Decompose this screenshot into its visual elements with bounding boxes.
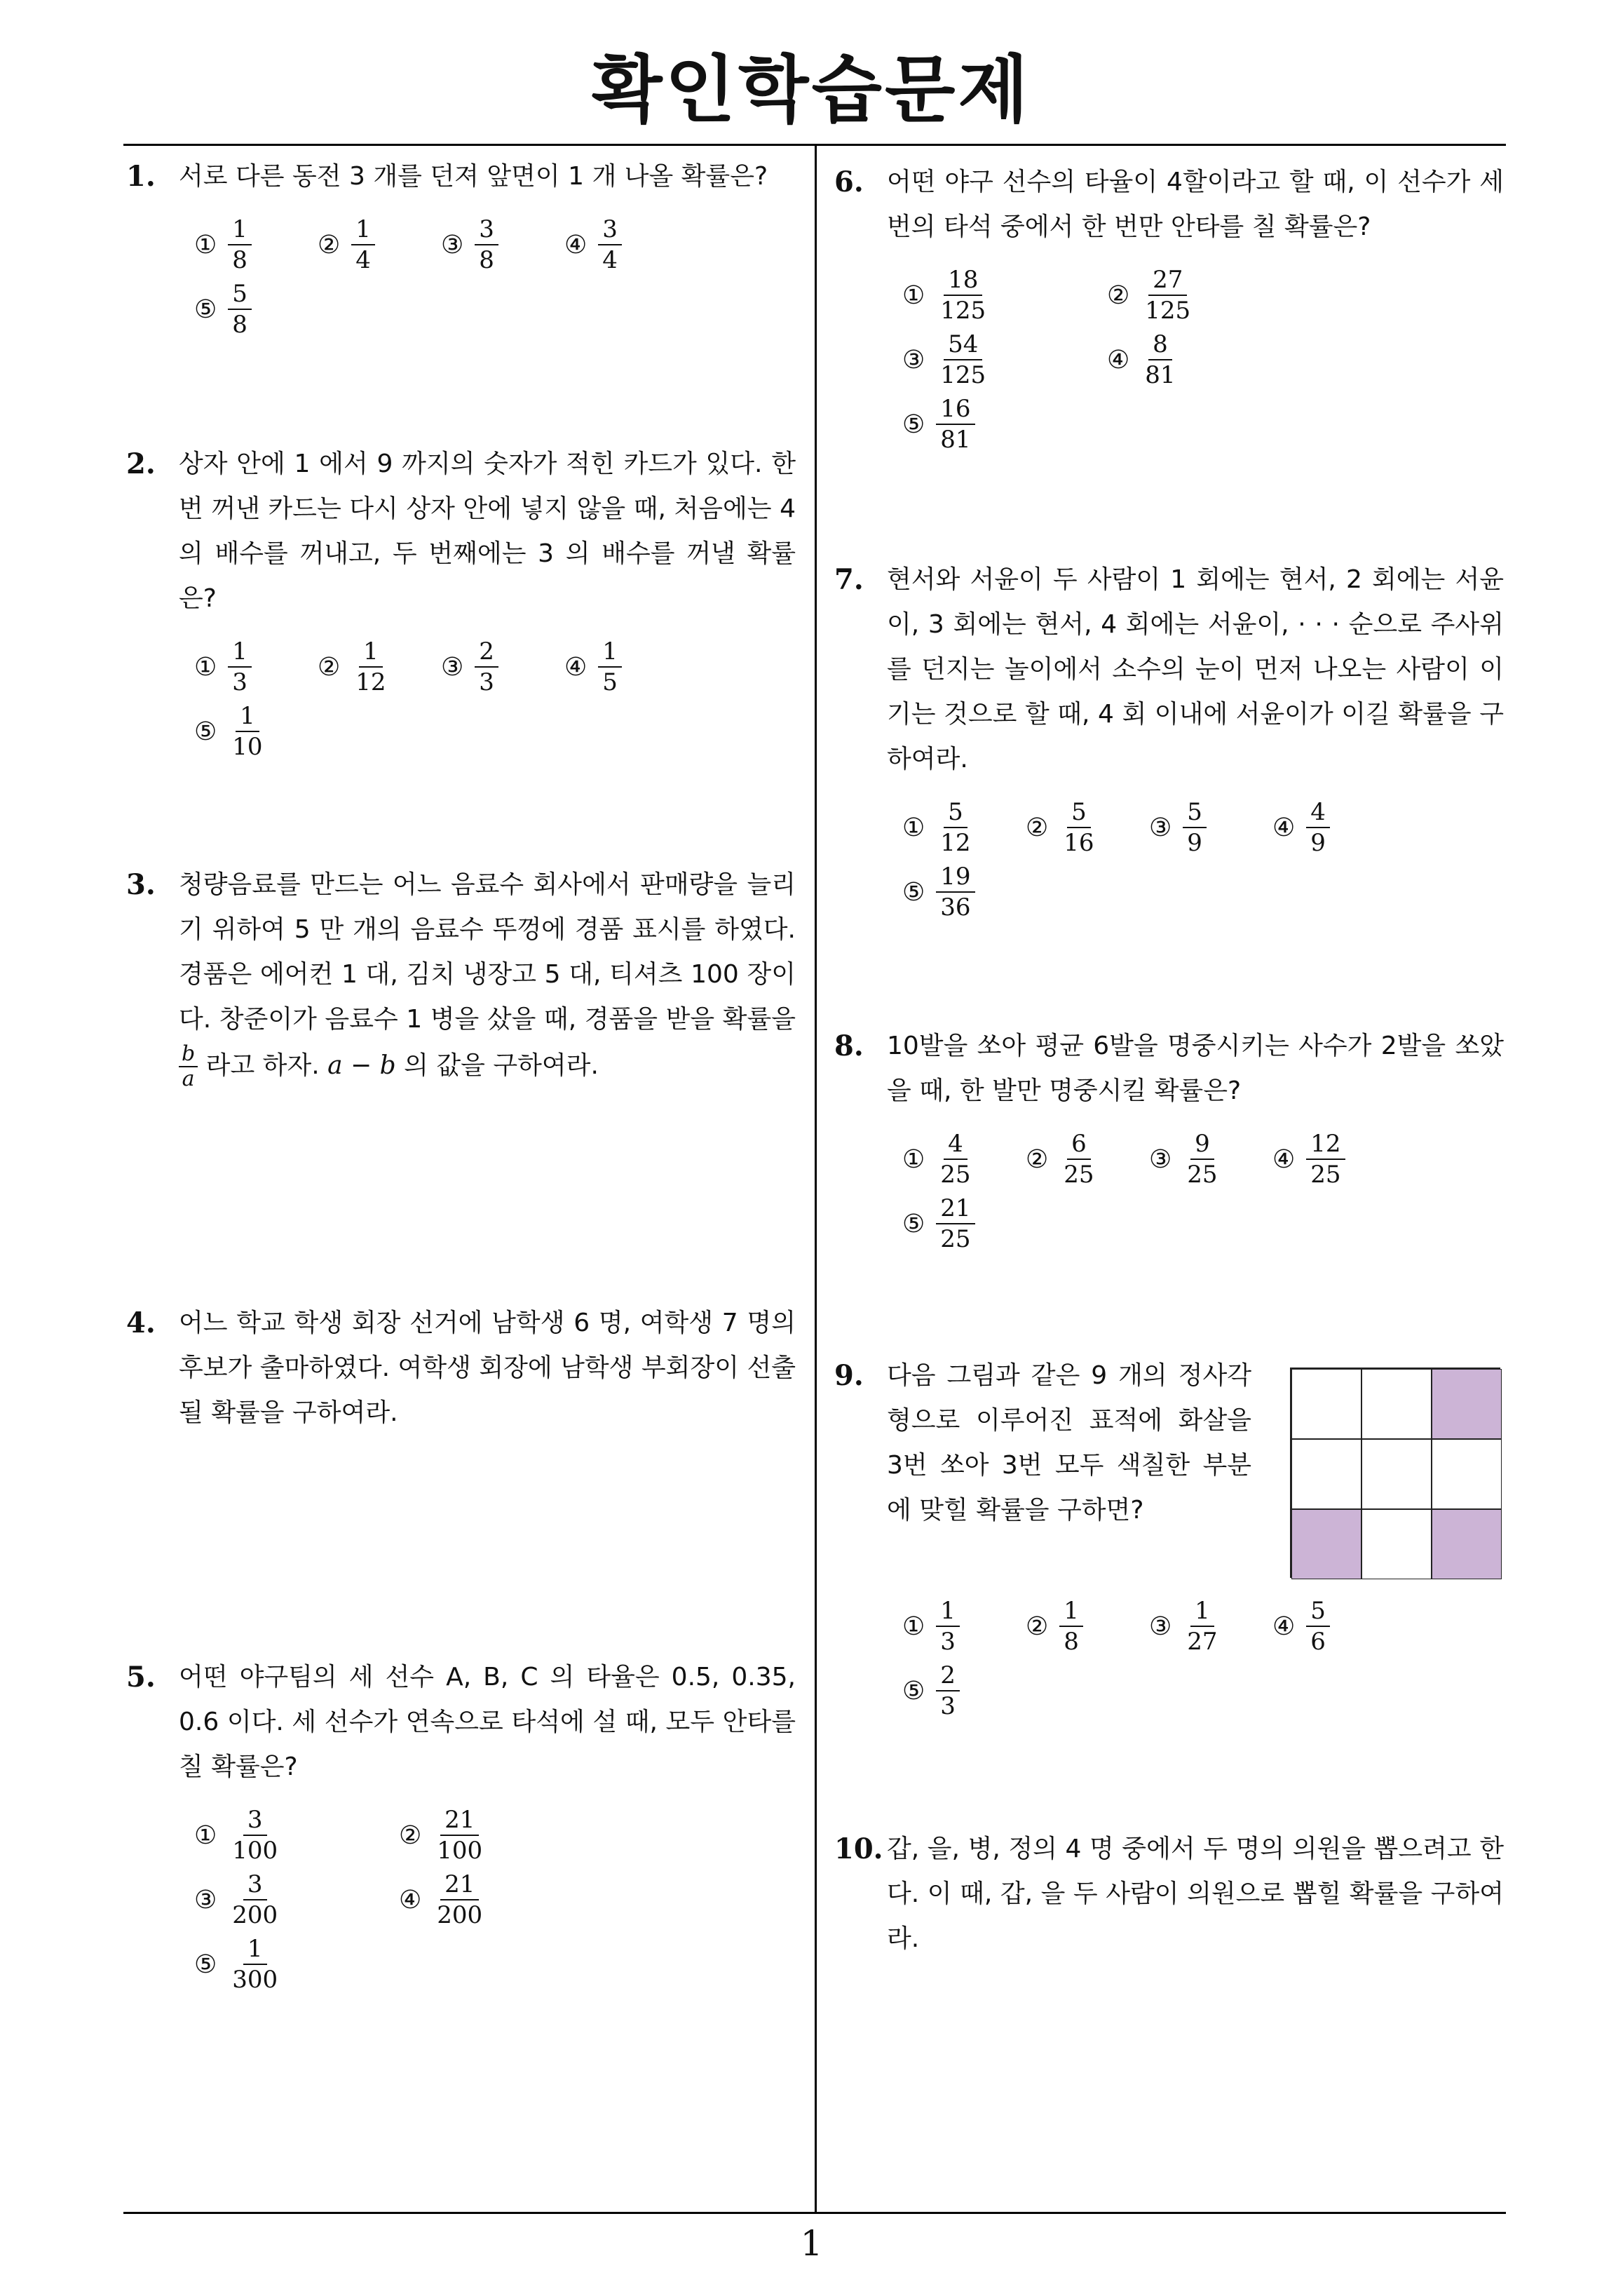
choice-list [902,265,1504,454]
problem-text: 상자 안에 1 에서 9 까지의 숫자가 적힌 카드가 있다. 한 번 꺼낸 카드는 다시 상자 안에 넣지 않을 때, 처음에는 4 의 배수를 꺼내고, 두 번째에는 3 의 배수를 꺼낼 확률은? [179,450,796,613]
page-title: 확인학습문제 [592,47,1031,133]
fraction-denominator: 25 [940,1161,971,1189]
choice-marker: ① [194,1821,217,1850]
problem-number: 7. [834,563,864,596]
choice-fraction [598,215,622,275]
fraction-numerator: 54 [944,330,982,360]
fraction-numerator: 8 [1148,330,1172,360]
fraction-denominator: 6 [1310,1628,1326,1656]
choice-option [902,1661,1026,1721]
fraction-denominator: 100 [437,1837,483,1865]
choice-fraction [1141,330,1179,390]
blank-square [1361,1369,1432,1439]
choice-fraction [936,330,990,390]
fraction-denominator: 12 [355,668,386,696]
fraction-numerator: 1 [236,701,259,732]
choice-fraction [936,1661,960,1721]
problem-number: 2. [126,447,156,480]
choice-option [318,215,441,275]
choice-marker: ① [902,1612,925,1641]
fraction-denominator: 25 [1310,1161,1341,1189]
choice-marker: ② [1026,1612,1049,1641]
choice-marker: ⑤ [902,410,925,439]
problem-number: 8. [834,1029,864,1062]
fraction-numerator: 1 [351,215,375,245]
fraction-denominator: 8 [232,311,247,339]
choice-option [902,797,1026,858]
fraction-denominator: a [182,1067,195,1091]
choice-marker: ④ [1107,345,1130,374]
choice-marker: ④ [1272,1612,1296,1641]
fraction-denominator: 3 [940,1692,956,1720]
choice-option [194,215,318,275]
choice-marker: ④ [564,652,588,682]
fraction-numerator: 12 [1306,1129,1345,1160]
choice-fraction [1183,1129,1221,1189]
choice-fraction [1141,265,1195,325]
choice-option [318,637,441,697]
column-divider [815,146,817,2212]
choice-fraction [351,215,375,275]
choice-marker: ② [318,652,341,682]
choice-marker: ③ [441,652,464,682]
choice-marker: ③ [1149,1144,1172,1174]
choice-option [1149,1129,1272,1189]
choice-marker: ② [1107,281,1130,310]
math-expression: a − b [327,1051,396,1080]
fraction-denominator: 3 [940,1628,956,1656]
target-grid [1290,1368,1500,1578]
fraction-numerator: 27 [1148,265,1187,296]
choice-option [1107,265,1312,325]
page-number: 1 [800,2223,823,2264]
problem-6 [834,160,1504,454]
problem-number: 5. [126,1661,156,1694]
choice-marker: ③ [194,1885,217,1915]
fraction-numerator: b [179,1042,198,1067]
shaded-square [1432,1369,1502,1439]
choice-fraction [936,797,975,858]
fraction-numerator: 5 [1067,797,1091,828]
fraction-numerator: 21 [440,1805,479,1836]
choice-option [1272,1596,1396,1656]
choice-marker: ① [902,281,925,310]
choice-option [194,637,318,697]
problem-text-part: 라고 하자. [205,1051,320,1080]
choice-option [194,1805,399,1865]
choice-option [194,1870,399,1930]
fraction-denominator: 25 [1064,1161,1094,1189]
fraction-denominator: 25 [940,1225,971,1253]
fraction-denominator: 36 [940,893,971,921]
choice-option [194,279,318,339]
choice-marker: ⑤ [194,1950,217,1979]
problem-text: 어떤 야구 선수의 타율이 4할이라고 할 때, 이 선수가 세 번의 타석 중에서 한 번만 안타를 칠 확률은? [887,168,1504,241]
choice-fraction [475,215,498,275]
problem-text-part: 의 값을 구하여라. [404,1051,599,1080]
choice-marker: ⑤ [902,1676,925,1706]
choice-marker: ① [194,652,217,682]
problem-7 [834,558,1504,922]
choice-fraction [228,1870,282,1930]
fraction-denominator: 200 [437,1901,483,1929]
choice-marker: ② [318,230,341,259]
fraction-numerator: 3 [243,1805,267,1836]
choice-marker: ① [194,230,217,259]
shaded-square [1432,1509,1502,1579]
fraction-numerator: 1 [1190,1596,1214,1627]
choice-option [1026,797,1149,858]
choice-option [1107,330,1312,390]
choice-fraction [1183,1596,1221,1656]
fraction-numerator: 1 [243,1934,267,1965]
probability-fraction [179,1042,198,1091]
problem-text-part: 청량음료를 만드는 어느 음료수 회사에서 판매량을 늘리기 위하여 5 만 개의 음료수 뚜껑에 경품 표시를 하였다. 경품은 에어컨 1 대, 김치 냉장고 5 대, 티셔츠 100 장이다. 창준이가 음료수 1 병을 샀을 때, 경품을 받을 확률을 [179,870,796,1034]
fraction-denominator: 200 [232,1901,278,1929]
choice-marker: ① [902,813,925,842]
choice-option [902,1129,1026,1189]
fraction-denominator: 125 [940,361,986,389]
choice-option [399,1805,604,1865]
choice-marker: ③ [441,230,464,259]
problem-text: 다음 그림과 같은 9 개의 정사각형으로 이루어진 표적에 화살을 3번 쏘아 3번 모두 색칠한 부분에 맞힐 확률을 구하면? [887,1361,1251,1525]
fraction-denominator: 9 [1187,829,1202,857]
choice-marker: ① [902,1144,925,1174]
choice-option [1149,1596,1272,1656]
choice-marker: ④ [564,230,588,259]
fraction-numerator: 1 [228,215,252,245]
problem-text [179,863,796,1091]
choice-option [902,1194,1026,1254]
fraction-numerator: 2 [475,637,498,668]
problem-5 [126,1655,796,1994]
shaded-square [1291,1509,1361,1579]
fraction-numerator: 1 [1059,1596,1083,1627]
choice-list [902,1129,1504,1254]
choice-fraction [936,1194,975,1254]
fraction-numerator: 3 [598,215,622,245]
choice-option [902,330,1107,390]
fraction-numerator: 2 [936,1661,960,1691]
blank-square [1291,1439,1361,1509]
choice-marker: ② [399,1821,422,1850]
choice-option [902,265,1107,325]
fraction-numerator: 18 [944,265,982,296]
choice-fraction [228,279,252,339]
choice-fraction [433,1870,487,1930]
problem-number: 6. [834,166,864,198]
choice-option [441,215,564,275]
choice-marker: ② [1026,1144,1049,1174]
problem-1 [126,154,796,339]
choice-fraction [1059,1596,1083,1656]
choice-fraction [1183,797,1207,858]
fraction-denominator: 4 [355,246,371,274]
problem-number: 10. [834,1832,883,1865]
fraction-numerator: 5 [1183,797,1207,828]
fraction-numerator: 1 [936,1596,960,1627]
choice-fraction [936,265,990,325]
problem-text: 어느 학교 학생 회장 선거에 남학생 6 명, 여학생 7 명의 후보가 출마하였다. 여학생 회장에 남학생 부회장이 선출될 확률을 구하여라. [179,1309,796,1427]
choice-option [1272,797,1396,858]
fraction-denominator: 10 [232,733,263,761]
choice-option [441,637,564,697]
fraction-denominator: 8 [232,246,247,274]
fraction-denominator: 125 [940,297,986,325]
choice-marker: ④ [1272,813,1296,842]
problem-text: 서로 다른 동전 3 개를 던져 앞면이 1 개 나올 확률은? [179,162,768,191]
blank-square [1361,1439,1432,1509]
fraction-numerator: 1 [598,637,622,668]
fraction-numerator: 5 [1306,1596,1330,1627]
choice-marker: ③ [1149,1612,1172,1641]
choice-marker: ② [1026,813,1049,842]
fraction-numerator: 21 [936,1194,975,1224]
choice-option [902,394,1107,454]
choice-option [902,1596,1026,1656]
problem-number: 4. [126,1306,156,1339]
choice-fraction [1306,1596,1330,1656]
problem-10 [834,1827,1504,1961]
choice-fraction [228,215,252,275]
problem-2 [126,442,796,762]
choice-fraction [433,1805,487,1865]
fraction-denominator: 125 [1145,297,1191,325]
choice-marker: ④ [399,1885,422,1915]
fraction-numerator: 9 [1190,1129,1214,1160]
fraction-denominator: 3 [479,668,494,696]
fraction-denominator: 9 [1310,829,1326,857]
fraction-numerator: 1 [228,637,252,668]
fraction-numerator: 5 [944,797,967,828]
choice-option [1026,1129,1149,1189]
blank-square [1361,1509,1432,1579]
choice-marker: ③ [1149,813,1172,842]
choice-option [1272,1129,1396,1189]
choice-marker: ⑤ [902,1209,925,1238]
choice-fraction [598,637,622,697]
choice-fraction [936,862,975,922]
choice-fraction [351,637,390,697]
problem-number: 1. [126,160,156,193]
choice-fraction [228,701,266,762]
choice-fraction [936,394,975,454]
fraction-numerator: 16 [936,394,975,425]
choice-list [194,215,796,339]
choice-fraction [936,1596,960,1656]
choice-option [194,1934,399,1994]
choice-option [399,1870,604,1930]
choice-list [902,797,1504,922]
choice-list [194,637,796,762]
choice-fraction [228,1934,282,1994]
choice-list [902,1596,1504,1721]
choice-fraction [1059,797,1098,858]
fraction-denominator: 8 [479,246,494,274]
fraction-denominator: 4 [602,246,618,274]
choice-marker: ④ [1272,1144,1296,1174]
choice-option [902,862,1026,922]
choice-fraction [228,1805,282,1865]
fraction-denominator: 100 [232,1837,278,1865]
fraction-numerator: 3 [243,1870,267,1900]
problem-8 [834,1024,1504,1254]
blank-square [1291,1369,1361,1439]
problem-number: 3. [126,868,156,901]
problem-4 [126,1301,796,1436]
choice-list [194,1805,796,1994]
choice-option [1149,797,1272,858]
fraction-denominator: 16 [1064,829,1094,857]
choice-option [1026,1596,1149,1656]
fraction-denominator: 81 [1145,361,1176,389]
fraction-denominator: 27 [1187,1628,1218,1656]
choice-fraction [475,637,498,697]
fraction-numerator: 3 [475,215,498,245]
choice-marker: ⑤ [194,717,217,746]
fraction-denominator: 81 [940,426,971,454]
choice-fraction [1306,1129,1345,1189]
choice-marker: ⑤ [194,295,217,324]
fraction-numerator: 4 [944,1129,967,1160]
bottom-rule [123,2212,1506,2214]
choice-option [194,701,318,762]
fraction-denominator: 12 [940,829,971,857]
fraction-denominator: 3 [232,668,247,696]
choice-fraction [936,1129,975,1189]
fraction-denominator: 5 [602,668,618,696]
fraction-denominator: 300 [232,1966,278,1994]
fraction-numerator: 4 [1306,797,1330,828]
fraction-numerator: 19 [936,862,975,893]
choice-fraction [1306,797,1330,858]
problem-text: 갑, 을, 병, 정의 4 명 중에서 두 명의 의원을 뽑으려고 한다. 이 때, 갑, 을 두 사람이 의원으로 뽑힐 확률을 구하여라. [887,1835,1504,1953]
choice-marker: ③ [902,345,925,374]
choice-marker: ⑤ [902,877,925,907]
problem-number: 9. [834,1359,864,1392]
choice-fraction [228,637,252,697]
fraction-numerator: 5 [228,279,252,310]
choice-fraction [1059,1129,1098,1189]
fraction-denominator: 8 [1064,1628,1079,1656]
problem-text: 10발을 쏘아 평균 6발을 명중시키는 사수가 2발을 쏘았을 때, 한 발만 명중시킬 확률은? [887,1032,1504,1105]
choice-option [564,215,688,275]
fraction-numerator: 21 [440,1870,479,1900]
choice-option [564,637,688,697]
problem-text: 어떤 야구팀의 세 선수 A, B, C 의 타율은 0.5, 0.35, 0.6 이다. 세 선수가 연속으로 타석에 설 때, 모두 안타를 칠 확률은? [179,1663,796,1781]
blank-square [1432,1439,1502,1509]
problem-text: 현서와 서윤이 두 사람이 1 회에는 현서, 2 회에는 서윤이, 3 회에는 현서, 4 회에는 서윤이, · · · 순으로 주사위를 던지는 놀이에서 소수의 눈이 먼저 나오는 사람이 이기는 것으로 할 때, 4 회 이내에 서윤이가 이길 확률을 구하여라. [887,565,1504,774]
fraction-numerator: 6 [1067,1129,1091,1160]
fraction-denominator: 25 [1187,1161,1218,1189]
problem-3 [126,863,796,1091]
fraction-numerator: 1 [359,637,383,668]
